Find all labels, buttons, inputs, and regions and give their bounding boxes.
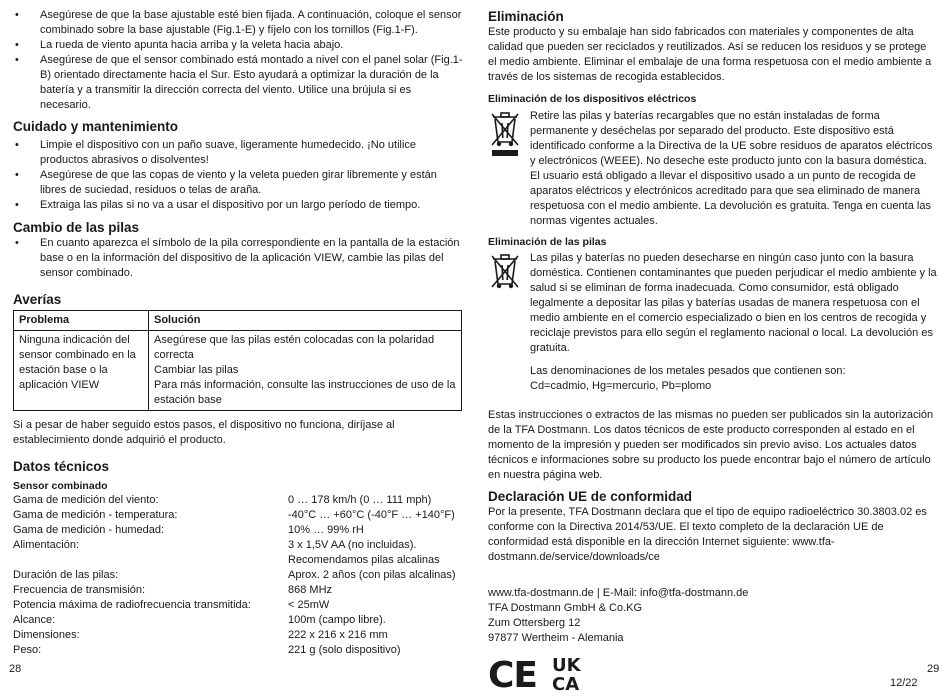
spec-label: Frecuencia de transmisión:: [13, 584, 146, 596]
list-item: • La rueda de viento apunta hacia arriba y la veleta hacia abajo.: [13, 38, 463, 53]
spec-label: Duración de las pilas:: [13, 569, 119, 581]
tech-subheading: Sensor combinado: [13, 480, 108, 492]
weee-bin-icon: [488, 109, 530, 229]
spec-row: [13, 613, 463, 628]
spec-row: [13, 493, 463, 508]
problem-cell: Ninguna indicación del sensor combinado en la estación base o la aplicación VIEW: [14, 331, 149, 411]
spec-label: Gama de medición - humedad:: [13, 524, 165, 536]
copyright-text: Estas instrucciones o extractos de las mismas no pueden ser publicados sin la autorización de la TFA Dostmann. Los datos técnicos de este producto corresponden al estado en el momento de la impresión y pueden ser modificados sin previo aviso. Los actuales datos técnicos e informaciones sobre su producto los puede encontrar bajo el número de artículo en nuestra página web.: [488, 409, 934, 481]
spec-label: Potencia máxima de radiofrecuencia transmitida:: [13, 599, 251, 611]
right-page: [488, 8, 938, 696]
ukca-top: UK: [552, 655, 581, 676]
spec-value: 221 g (solo dispositivo): [288, 644, 401, 656]
spec-value: < 25mW: [288, 599, 330, 611]
spec-label: Peso:: [13, 644, 42, 656]
solution-cell: [149, 331, 462, 411]
ukca-bottom: CA: [552, 674, 580, 695]
ukca-mark-icon: [552, 656, 581, 694]
spec-label: Dimensiones:: [13, 629, 80, 641]
contact-web-email: www.tfa-dostmann.de | E-Mail: info@tfa-dostmann.de: [488, 587, 749, 599]
list-item: • Asegúrese de que la base ajustable esté bien fijada. A continuación, coloque el sensor combinado sobre la base ajustable (Fig.1-E) y fíjelo con los tornillos (Fig.1-F).: [13, 8, 463, 38]
table-row: [14, 331, 462, 411]
spec-row: [13, 628, 463, 643]
left-page: [13, 8, 463, 658]
spec-row: [13, 568, 463, 583]
solution-header: Solución: [149, 311, 462, 331]
spec-value: 3 x 1,5V AA (no incluidas). Recomendamos pilas alcalinas: [288, 539, 440, 566]
electric-disposal-text: Retire las pilas y baterías recargables que no están instaladas de forma permanente y deséchelas por separado del producto. Este dispositivo está identificado conforme a la Directiva de la UE sobre residuos de aparatos eléctricos y electrónicos (WEEE). No deseche este producto junto con la basura doméstica. El usuario está obligado a llevar el dispositivo usado a un punto de recogida de aparatos eléctricos y electrónicos acreditado para que sea eliminado de manera respetuosa con el medio ambiente. La devolución es gratuita. Tenga en cuenta las normas vigentes actuales.: [530, 110, 933, 227]
company-name: TFA Dostmann GmbH & Co.KG: [488, 602, 643, 614]
spec-row: [13, 508, 463, 523]
spec-value: 10% … 99% rH: [288, 524, 364, 536]
battery-list: [13, 236, 463, 281]
problem-header: Problema: [14, 311, 149, 331]
list-item: • Asegúrese de que las copas de viento y la veleta pueden girar libremente y están libres de suciedad, residuos o telas de araña.: [13, 168, 463, 198]
spec-value: 100m (campo libre).: [288, 614, 386, 626]
spec-value: Aprox. 2 años (con pilas alcalinas): [288, 569, 456, 581]
care-list: [13, 138, 463, 213]
spec-row: [13, 598, 463, 613]
spec-row: [13, 583, 463, 598]
spec-label: Gama de medición del viento:: [13, 494, 159, 506]
company-city: 97877 Wertheim - Alemania: [488, 632, 624, 644]
disposal-text: Este producto y su embalaje han sido fabricados con materiales y componentes de alta calidad que pueden ser reciclados y reutilizados. Así se reducen los residuos y se protege el medio ambiente. Eliminar el embalaje de una forma respetuosa con el medio ambiente a través de los sistemas de recogida establecidos.: [488, 26, 932, 83]
list-item: • En cuanto aparezca el símbolo de la pila correspondiente en la pantalla de la estación base o en la información del dispositivo de la aplicación VIEW, cambie las pilas del sensor combinado.: [13, 236, 463, 281]
contact-block: [488, 586, 938, 646]
battery-disposal-block: [488, 251, 938, 394]
intro-list: [13, 8, 463, 113]
spec-label: Alimentación:: [13, 539, 80, 551]
heavy-metals-line: Las denominaciones de los metales pesados que contienen son:: [530, 365, 846, 377]
tech-heading: Datos técnicos: [13, 459, 110, 474]
conformity-text: Por la presente, TFA Dostmann declara que el tipo de equipo radioeléctrico 30.3803.02 es conforme con la Directiva 2014/53/UE. El texto completo de la declaración UE de conformidad está disponible en la dirección Internet siguiente: www.tfa-dostmann.de/service/downloads/ce: [488, 506, 927, 563]
spec-value: 222 x 216 x 216 mm: [288, 629, 388, 641]
battery-disposal-content: [530, 251, 938, 394]
list-item: • Asegúrese de que el sensor combinado está montado a nivel con el panel solar (Fig.1-B) orientado directamente hacia el Sur. Esto ayudará a optimizar la duración de la batería y a transmitir la dirección correcta del viento. Utilice una brújula si es necesario.: [13, 53, 463, 113]
conformity-heading: Declaración UE de conformidad: [488, 489, 693, 504]
list-item: • Limpie el dispositivo con un paño suave, ligeramente humedecido. ¡No utilice productos abrasivos o disolventes!: [13, 138, 463, 168]
battery-disposal-heading: Eliminación de las pilas: [488, 236, 607, 248]
certification-marks: [488, 656, 938, 696]
version-label: 12/22: [890, 677, 918, 689]
spec-label: Alcance:: [13, 614, 56, 626]
faults-note: Si a pesar de haber seguido estos pasos, el dispositivo no funciona, diríjase al establecimiento donde adquirió el producto.: [13, 419, 395, 446]
company-street: Zum Ottersberg 12: [488, 617, 581, 629]
solution-line: Asegúrese que las pilas estén colocadas con la polaridad correcta: [154, 334, 435, 361]
tech-specs: [13, 493, 463, 658]
spec-value: -40°C … +60°C (-40°F … +140°F): [288, 509, 455, 521]
disposal-heading: Eliminación: [488, 9, 564, 24]
solution-line: Para más información, consulte las instrucciones de uso de la estación base: [154, 379, 456, 406]
battery-heading: Cambio de las pilas: [13, 220, 140, 235]
heavy-metals-list: Cd=cadmio, Hg=mercurio, Pb=plomo: [530, 380, 712, 392]
list-item: • Extraiga las pilas si no va a usar el dispositivo por un largo período de tiempo.: [13, 198, 463, 213]
table-header-row: [14, 311, 462, 331]
electric-disposal-block: [488, 109, 938, 229]
spec-row: [13, 523, 463, 538]
spec-value: 0 … 178 km/h (0 … 111 mph): [288, 494, 432, 506]
spec-value: 868 MHz: [288, 584, 333, 596]
battery-bin-icon: [488, 251, 530, 394]
page-number-right: 29: [927, 663, 940, 675]
faults-heading: Averías: [13, 292, 62, 307]
spec-row: [13, 643, 463, 658]
spec-row: [13, 538, 463, 568]
page-number-left: 28: [9, 663, 22, 675]
electric-disposal-heading: Eliminación de los dispositivos eléctricos: [488, 93, 697, 105]
care-heading: Cuidado y mantenimiento: [13, 119, 179, 134]
ce-mark-icon: CE: [488, 655, 538, 696]
spec-label: Gama de medición - temperatura:: [13, 509, 178, 521]
solution-line: Cambiar las pilas: [154, 364, 239, 376]
faults-table: [13, 310, 462, 411]
battery-disposal-text: Las pilas y baterías no pueden desecharse en ningún caso junto con la basura doméstica. Contienen contaminantes que pueden perjudicar el medio ambiente y la salud si se eliminan de forma inadecuada. Como consumidor, está obligado legalmente a depositar las pilas y baterías usadas de manera respetuosa con el medio ambiente en el comercio especializado o bien en los centros de recogida y reciclaje previstos para ello según el reglamento nacional o local. La devolución es gratuita.: [530, 252, 937, 354]
